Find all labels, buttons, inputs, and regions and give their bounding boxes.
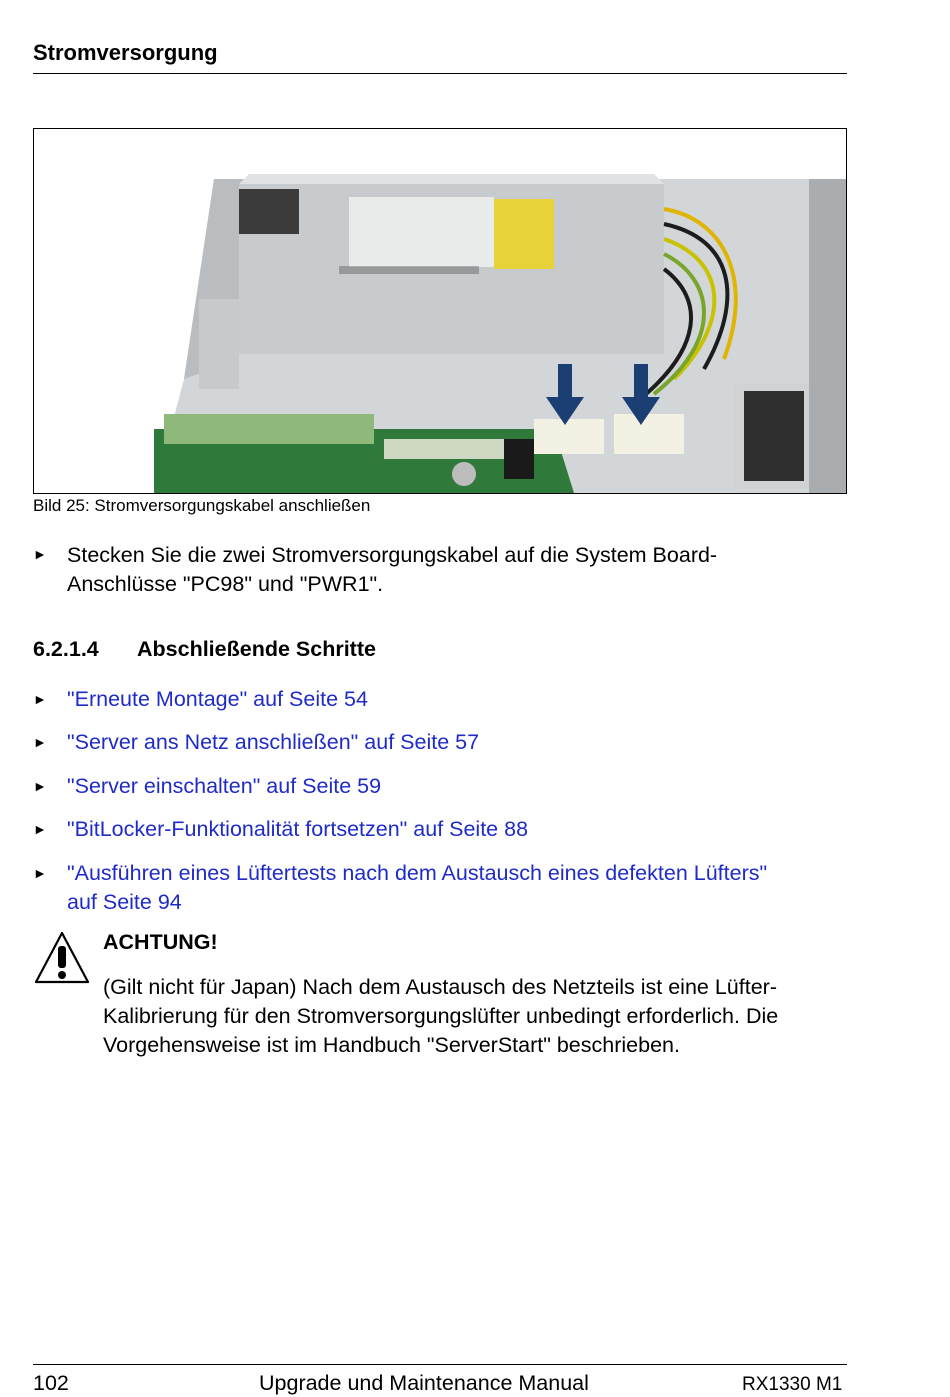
psu-fan-opening xyxy=(239,189,299,234)
warning-icon xyxy=(33,930,91,986)
figure-photo xyxy=(33,128,847,494)
link-server-netz[interactable]: "Server ans Netz anschließen" auf Seite 57 xyxy=(67,730,480,754)
bullet-icon: ► xyxy=(33,734,47,750)
bullet-icon: ► xyxy=(33,778,47,794)
page-number: 102 xyxy=(33,1371,69,1395)
section-title: Abschließende Schritte xyxy=(137,637,376,661)
bullet-icon: ► xyxy=(33,865,47,881)
connector-pwr1 xyxy=(614,414,684,454)
vent-mesh xyxy=(199,299,239,389)
footer-model: RX1330 M1 xyxy=(742,1374,843,1395)
section-number: 6.2.1.4 xyxy=(33,637,99,661)
power-supply-illustration xyxy=(34,129,846,493)
warning-text: (Gilt nicht für Japan) Nach dem Austausch des Netzteils ist eine Lüfter- Kalibrierung für den Stromversorgungslüfter unbedingt erforderlich. Die Vorgehensweise ist im Handbuch "ServerStart" beschrieben. xyxy=(103,975,779,1057)
psu-warning-label xyxy=(494,199,554,269)
link-server-einschalten[interactable]: "Server einschalten" auf Seite 59 xyxy=(67,774,382,798)
figure-caption: Bild 25: Stromversorgungskabel anschließen xyxy=(33,496,371,515)
connector-pc98 xyxy=(534,419,604,454)
psu-label xyxy=(349,197,494,267)
bullet-icon: ► xyxy=(33,546,47,562)
warning-title: ACHTUNG! xyxy=(103,930,218,954)
link-bitlocker[interactable]: "BitLocker-Funktionalität fortsetzen" auf Seite 88 xyxy=(67,817,529,841)
bullet-icon: ► xyxy=(33,691,47,707)
bullet-icon: ► xyxy=(33,821,47,837)
link-luftertest[interactable]: "Ausführen eines Lüftertests nach dem Austausch eines defekten Lüfters" auf Seite 94 xyxy=(67,861,768,914)
step-text: Stecken Sie die zwei Stromversorgungskabel auf die System Board- Anschlüsse "PC98" und "PWR1". xyxy=(67,543,718,596)
running-header: Stromversorgung xyxy=(33,40,218,65)
fan-unit xyxy=(744,391,804,481)
link-erneute-montage[interactable]: "Erneute Montage" auf Seite 54 xyxy=(67,687,368,711)
header-rule xyxy=(33,73,847,74)
footer-rule xyxy=(33,1364,847,1365)
footer-title: Upgrade und Maintenance Manual xyxy=(259,1371,589,1395)
